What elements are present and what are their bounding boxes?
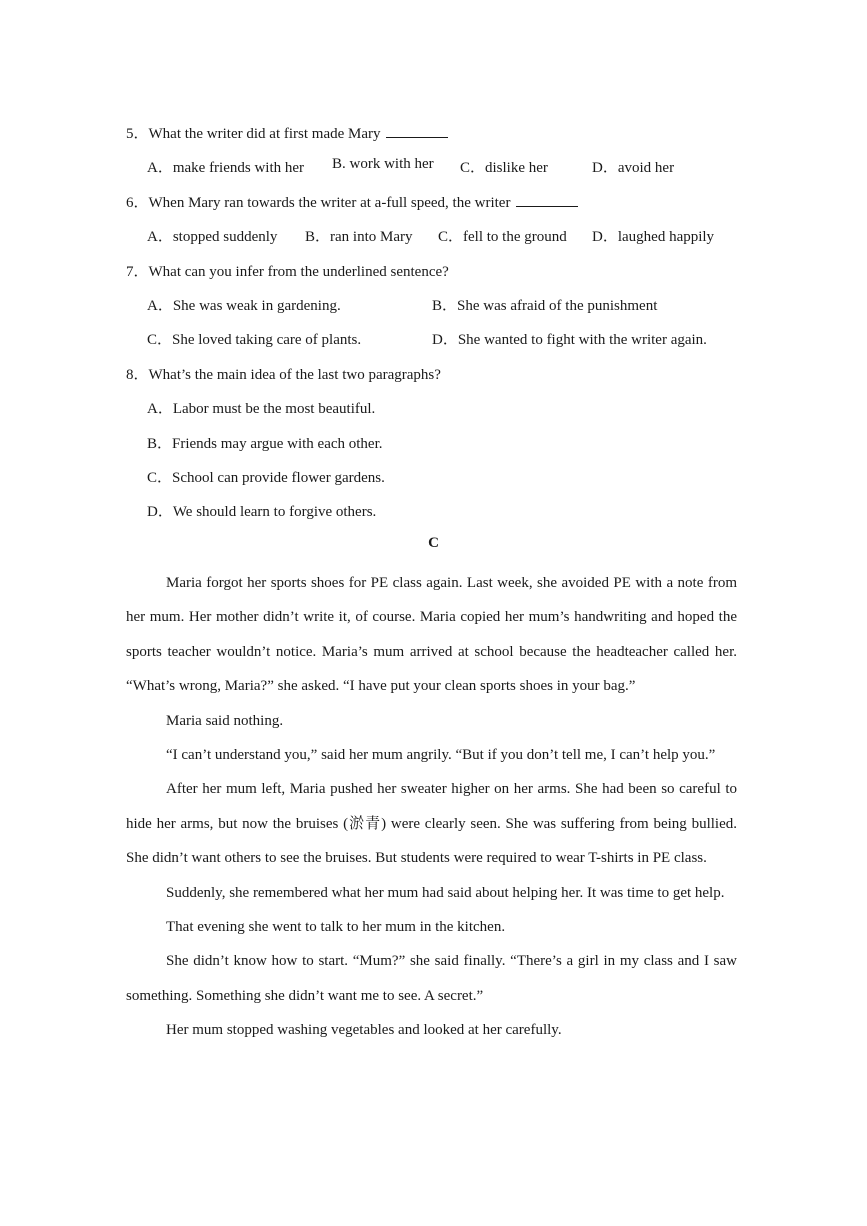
question-7-option-d: D．She wanted to fight with the writer again. [432,332,707,348]
answer-blank [386,136,448,138]
question-7-option-b: B．She was afraid of the punishment [432,298,658,314]
question-5-option-c: C．dislike her [460,160,548,176]
question-5-option-a: A．make friends with her [147,160,305,176]
question-5-text: 5．What the writer did at first made Mary [126,126,381,142]
passage-paragraph: “I can’t understand you,” said her mum angrily. “But if you don’t tell me, I can’t help you.” [166,747,716,764]
question-8-option-a: A．Labor must be the most beautiful. [147,401,376,417]
section-title: C [428,535,439,551]
reading-passage [126,566,737,1048]
question-6-option-a: A．stopped suddenly [147,229,278,245]
question-6-stem [126,191,578,212]
passage-paragraph: That evening she went to talk to her mum in the kitchen. [166,919,506,936]
passage-paragraph: After her mum left, Maria pushed her sweater higher on her arms. She had been so careful to hide her arms, but now the bruises (淤青) were clearly seen. She was suffering from being bullied. She didn’t want others to see the bruises. But students were required to wear T-shirts in PE class. [126,781,737,867]
passage-paragraph: Suddenly, she remembered what her mum had said about helping her. It was time to get help. [166,884,725,901]
question-7-option-a: A．She was weak in gardening. [147,298,341,314]
passage-paragraph: Maria said nothing. [166,712,284,729]
question-8-option-b: B．Friends may argue with each other. [147,436,383,452]
question-8-stem: 8．What’s the main idea of the last two paragraphs? [126,367,441,383]
question-5-stem [126,122,448,143]
question-7-stem: 7．What can you infer from the underlined sentence? [126,264,449,280]
passage-paragraph: Her mum stopped washing vegetables and looked at her carefully. [166,1022,562,1039]
passage-paragraph: She didn’t know how to start. “Mum?” she said finally. “There’s a girl in my class and I saw something. Something she didn’t want me to see. A secret.” [126,953,737,1004]
question-7-option-c: C．She loved taking care of plants. [147,332,362,348]
question-6-option-d: D．laughed happily [592,229,715,245]
question-6-option-c: C．fell to the ground [438,229,567,245]
question-8-option-d: D．We should learn to forgive others. [147,504,377,520]
question-6-text: 6．When Mary ran towards the writer at a-full speed, the writer [126,195,511,211]
question-5-option-b: B. work with her [332,156,434,172]
question-6-option-b: B．ran into Mary [305,229,413,245]
passage-paragraph: Maria forgot her sports shoes for PE class again. Last week, she avoided PE with a note from her mum. Her mother didn’t write it, of course. Maria copied her mum’s handwriting and hoped the sports teacher wouldn’t notice. Maria’s mum arrived at school because the headteacher called her. “What’s wrong, Maria?” she asked. “I have put your clean sports shoes in your bag.” [126,575,737,695]
answer-blank [516,205,578,207]
question-8-option-c: C．School can provide flower gardens. [147,470,385,486]
question-5-option-d: D．avoid her [592,160,675,176]
